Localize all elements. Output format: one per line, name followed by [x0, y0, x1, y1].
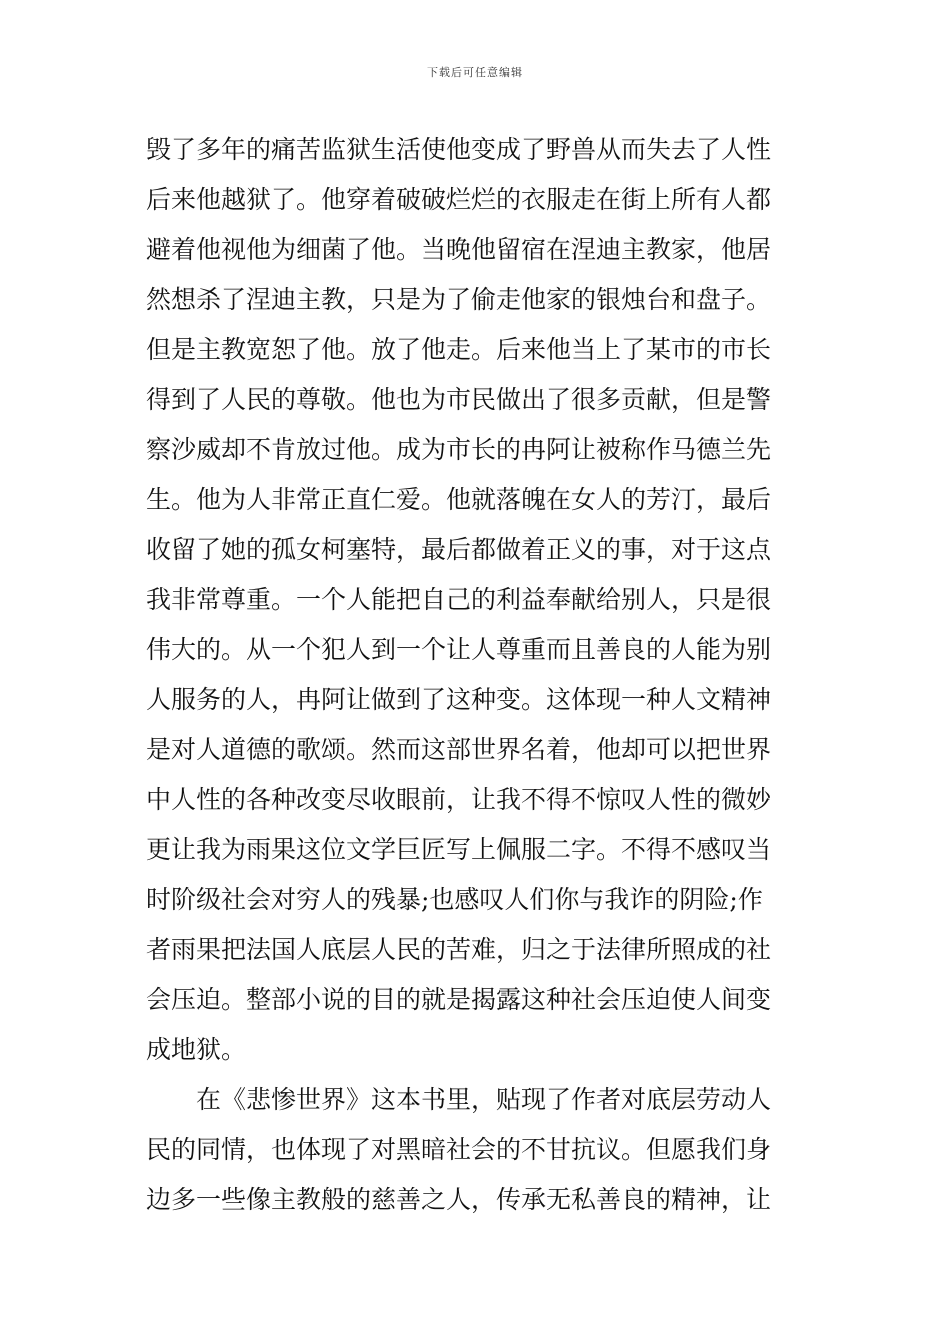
text-line: 者雨果把法国人底层人民的苦难，归之于法律所照成的社: [146, 935, 772, 964]
text-line: 会压迫。整部小说的目的就是揭露这种社会压迫使人间变: [146, 985, 772, 1014]
text-line: 时阶级社会对穷人的残暴;也感叹人们你与我诈的阴险;作: [146, 885, 763, 914]
paragraph-2: [146, 1075, 811, 1225]
text-line: 毁了多年的痛苦监狱生活使他变成了野兽从而失去了人性: [146, 135, 772, 164]
text-line: 察沙威却不肯放过他。成为市长的冉阿让被称作马德兰先: [146, 435, 772, 464]
text-line: 是对人道德的歌颂。然而这部世界名着，他却可以把世界: [146, 735, 772, 764]
text-line: 收留了她的孤女柯塞特，最后都做着正义的事，对于这点: [146, 535, 772, 564]
text-line: 后来他越狱了。他穿着破破烂烂的衣服走在街上所有人都: [146, 185, 772, 214]
body-text: [146, 125, 811, 1225]
text-line: 边多一些像主教般的慈善之人，传承无私善良的精神，让: [146, 1185, 772, 1214]
text-line: 在《悲惨世界》这本书里，贴现了作者对底层劳动人: [196, 1085, 772, 1114]
text-line: 中人性的各种改变尽收眼前，让我不得不惊叹人性的微妙: [146, 785, 772, 814]
text-line: 然想杀了涅迪主教，只是为了偷走他家的银烛台和盘子。: [146, 285, 772, 314]
text-line: 但是主教宽恕了他。放了他走。后来他当上了某市的市长: [146, 335, 772, 364]
text-line: 避着他视他为细菌了他。当晚他留宿在涅迪主教家，他居: [146, 235, 772, 264]
text-line: 伟大的。从一个犯人到一个让人尊重而且善良的人能为别: [146, 635, 772, 664]
text-line: 成地狱。: [146, 1035, 247, 1064]
paragraph-1: [146, 125, 811, 1075]
text-line: 生。他为人非常正直仁爱。他就落魄在女人的芳汀，最后: [146, 485, 772, 514]
text-line: 更让我为雨果这位文学巨匠写上佩服二字。不得不感叹当: [146, 835, 772, 864]
text-line: 民的同情，也体现了对黑暗社会的不甘抗议。但愿我们身: [146, 1135, 772, 1164]
text-line: 得到了人民的尊敬。他也为市民做出了很多贡献，但是警: [146, 385, 772, 414]
text-line: 我非常尊重。一个人能把自己的利益奉献给别人，只是很: [146, 585, 772, 614]
page-header: 下载后可任意编辑: [427, 66, 523, 79]
text-line: 人服务的人，冉阿让做到了这种变。这体现一种人文精神: [146, 685, 772, 714]
